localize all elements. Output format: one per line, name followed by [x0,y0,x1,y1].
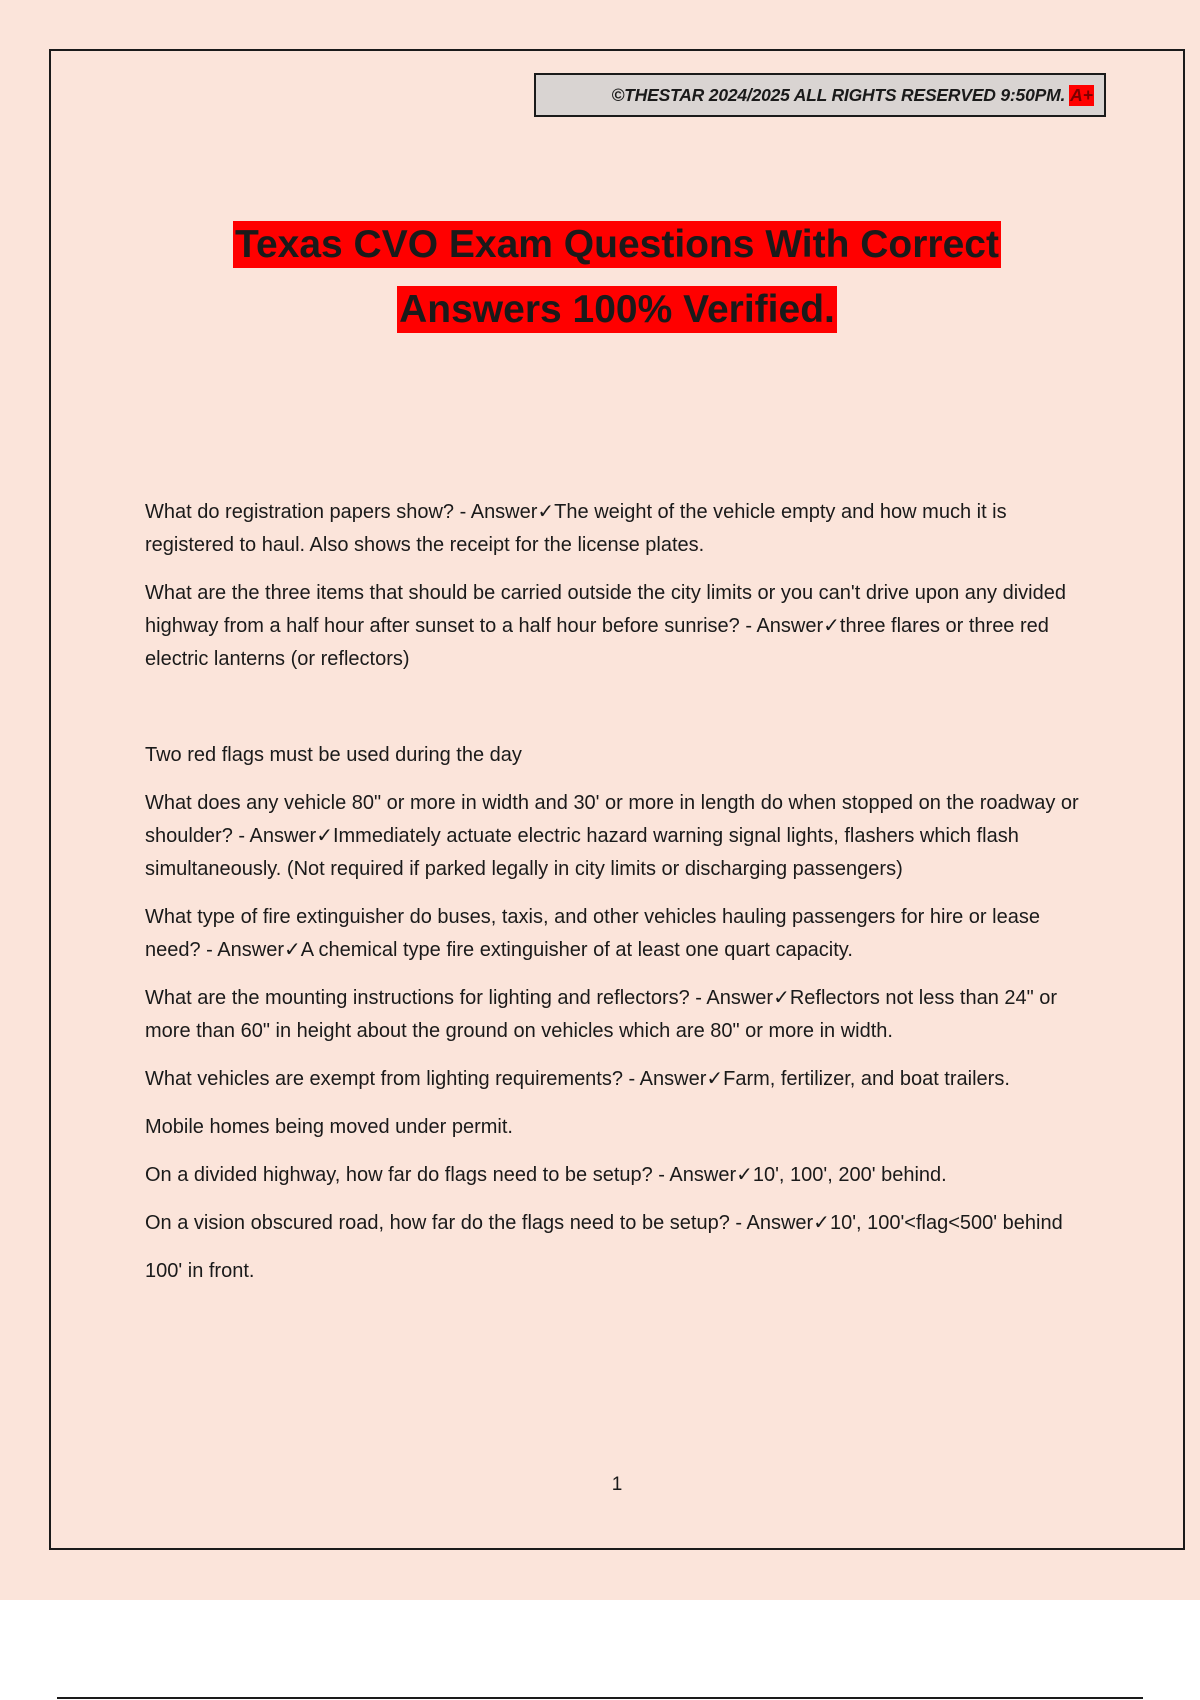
title-line-2: Answers 100% Verified. [399,288,835,331]
qa-paragraph: 100' in front. [145,1260,255,1282]
qa-paragraph: What are the three items that should be carried outside the city limits or you can't drive upon any divided highway from a half hour after sunset to a half hour before sunrise? - Answer✓three flares or three red electric lanterns (or reflectors) [145,582,1066,670]
qa-paragraph: On a vision obscured road, how far do the flags need to be setup? - Answer✓10', 100'<flag<500' behind [145,1212,1063,1234]
copyright-header [534,73,1106,117]
title-line-1: Texas CVO Exam Questions With Correct [235,223,999,266]
qa-paragraph: What vehicles are exempt from lighting requirements? - Answer✓Farm, fertilizer, and boat trailers. [145,1068,1010,1090]
qa-content [145,496,1095,1303]
copyright-text: ©THESTAR 2024/2025 ALL RIGHTS RESERVED 9:50PM. [611,84,1066,105]
page-number: 1 [611,1474,623,1495]
qa-paragraph: Two red flags must be used during the day [145,744,522,766]
qa-paragraph: On a divided highway, how far do flags need to be setup? - Answer✓10', 100', 200' behind. [145,1164,947,1186]
qa-paragraph: What do registration papers show? - Answer✓The weight of the vehicle empty and how much it is registered to haul. Also shows the receipt for the license plates. [145,501,1007,556]
qa-paragraph: What does any vehicle 80" or more in width and 30' or more in length do when stopped on the roadway or shoulder? - Answer✓Immediately actuate electric hazard warning signal lights, flashers which flash simultaneously. (Not required if parked legally in city limits or discharging passengers) [145,792,1079,880]
qa-paragraph: What type of fire extinguisher do buses, taxis, and other vehicles hauling passengers for hire or lease need? - Answer✓A chemical type fire extinguisher of at least one quart capacity. [145,906,1040,961]
qa-paragraph: What are the mounting instructions for lighting and reflectors? - Answer✓Reflectors not less than 24" or more than 60" in height about the ground on vehicles which are 80" or more in width. [145,987,1058,1042]
grade-mark: A+ [1070,84,1093,105]
document-title [140,212,1094,342]
qa-paragraph: Mobile homes being moved under permit. [145,1116,513,1138]
next-page-rule [57,1697,1143,1699]
